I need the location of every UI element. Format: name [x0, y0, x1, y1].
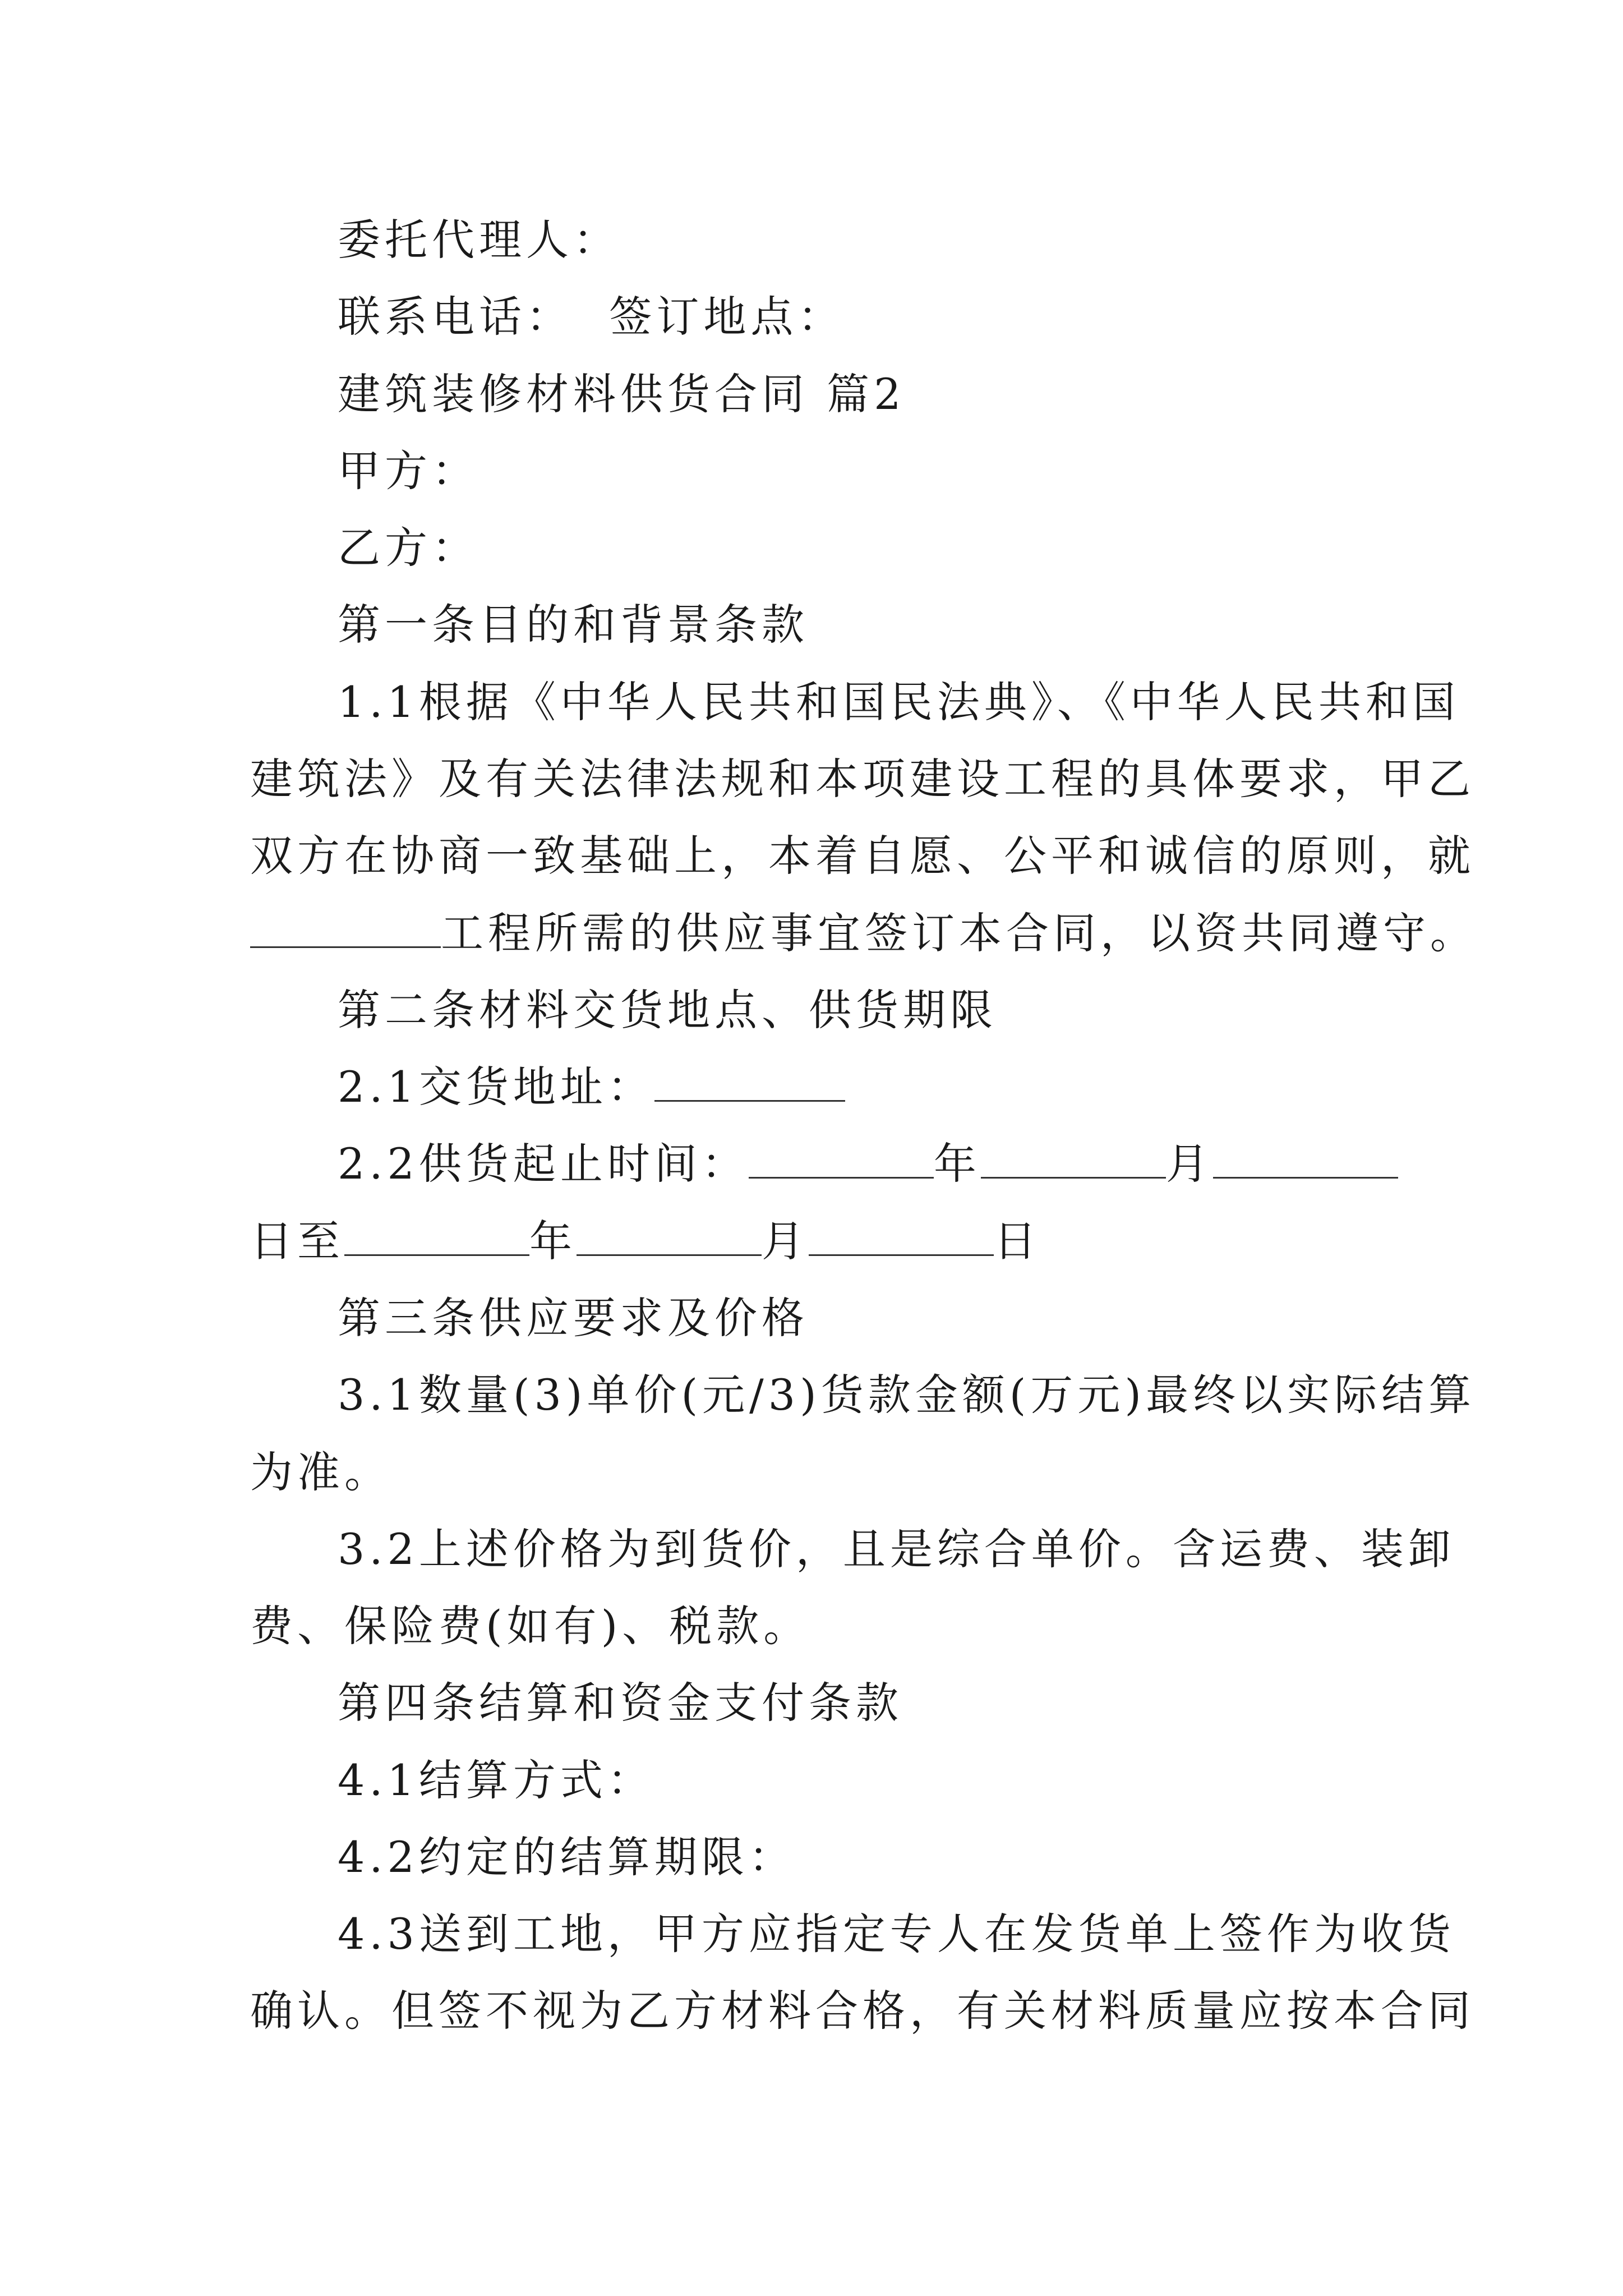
clause-2-1-text: 2.1交货地址： [338, 1062, 654, 1112]
start-day-to: 日至 [250, 1216, 344, 1266]
clause-2-2-label: 2.2供货起止时间： [338, 1139, 749, 1189]
article-1-heading: 第一条目的和背景条款 [338, 600, 809, 650]
clause-2-2-line-2 [250, 1213, 1041, 1269]
agent-line: 委托代理人： [338, 215, 620, 265]
start-month-blank [981, 1137, 1166, 1179]
clause-2-2-line-1 [338, 1136, 1398, 1192]
end-month-unit: 月 [762, 1216, 809, 1266]
clause-2-1 [338, 1059, 845, 1115]
clause-3-1-line-2: 为准。 [250, 1447, 391, 1497]
clause-4-3-line-1: 4.3送到工地，甲方应指定专人在发货单上签作为收货 [338, 1909, 1455, 1959]
clause-3-1-line-1: 3.1数量(3)单价(元/3)货款金额(万元)最终以实际结算 [338, 1370, 1476, 1420]
clause-1-1-line-3: 双方在协商一致基础上，本着自愿、公平和诚信的原则，就 [250, 831, 1475, 881]
project-blank [250, 906, 441, 948]
end-day-blank [809, 1214, 994, 1256]
start-day-blank [1213, 1137, 1398, 1179]
article-2-heading: 第二条材料交货地点、供货期限 [338, 985, 997, 1035]
clause-4-3-line-2: 确认。但签不视为乙方材料合格，有关材料质量应按本合同 [250, 1986, 1475, 2036]
contract-title: 建筑装修材料供货合同 篇2 [338, 369, 906, 419]
end-year-blank [344, 1214, 529, 1256]
clause-3-2-line-1: 3.2上述价格为到货价，且是综合单价。含运费、装卸 [338, 1524, 1455, 1574]
clause-1-1-line-1: 1.1根据《中华人民共和国民法典》、《中华人民共和国 [338, 677, 1460, 727]
start-year-blank [749, 1137, 934, 1179]
end-day-unit: 日 [994, 1216, 1041, 1266]
phone-place-line: 联系电话： 签订地点： [338, 292, 845, 342]
clause-1-1-line-4-text: 工程所需的供应事宜签订本合同，以资共同遵守。 [441, 908, 1477, 958]
end-month-blank [577, 1214, 762, 1256]
article-3-heading: 第三条供应要求及价格 [338, 1293, 809, 1343]
article-4-heading: 第四条结算和资金支付条款 [338, 1678, 903, 1728]
clause-4-1: 4.1结算方式： [338, 1755, 654, 1805]
start-month-unit: 月 [1165, 1139, 1213, 1189]
clause-1-1-line-4 [250, 905, 1477, 961]
end-year-unit: 年 [529, 1216, 577, 1266]
start-year-unit: 年 [933, 1139, 981, 1189]
clause-4-2: 4.2约定的结算期限： [338, 1832, 796, 1882]
clause-3-2-line-2: 费、保险费(如有)、税款。 [250, 1601, 811, 1651]
party-a-line: 甲方： [338, 446, 479, 496]
clause-1-1-line-2: 建筑法》及有关法律法规和本项建设工程的具体要求，甲乙 [250, 754, 1475, 804]
delivery-address-blank [654, 1060, 845, 1102]
party-b-line: 乙方： [338, 523, 479, 573]
